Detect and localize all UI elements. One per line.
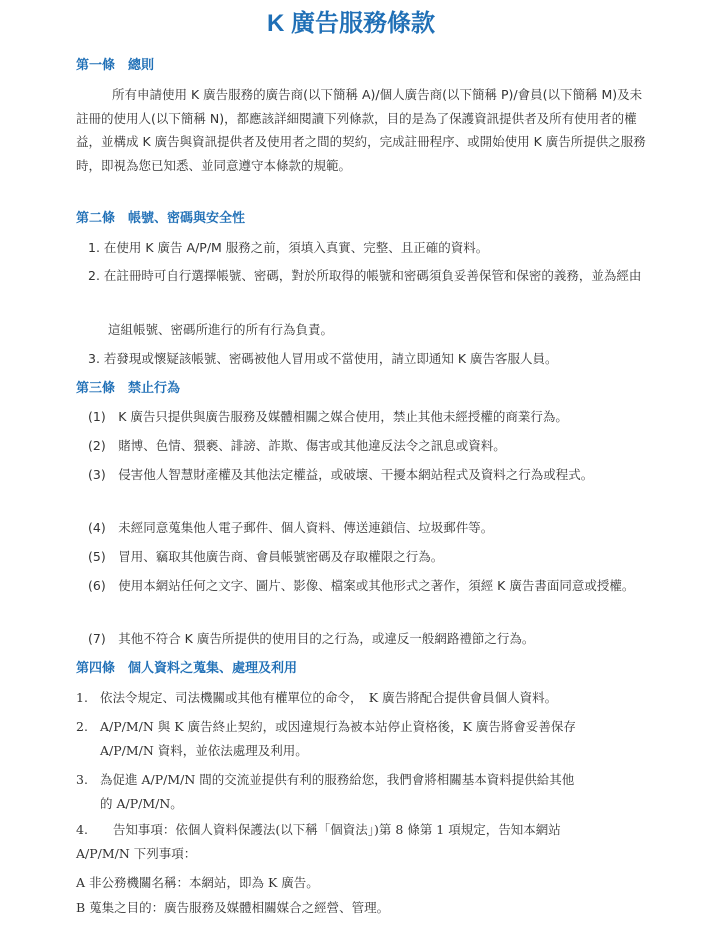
section-4-item-b: B 蒐集之目的：廣告服務及媒體相關媒合之經營、管理。 xyxy=(76,900,390,915)
section-2-item-1: 1. 在使用 K 廣告 A/P/M 服務之前，須填入真實、完整、且正確的資料。 xyxy=(88,240,489,255)
page-title: K 廣告服務條款 xyxy=(267,10,435,37)
section-4-number-1: 1. xyxy=(76,690,88,705)
section-4-item-a: A 非公務機關名稱：本網站，即為 K 廣告。 xyxy=(76,875,319,890)
section-4-item-3-line-1: 為促進 A/P/M/N 間的交流並提供有利的服務給您，我們會將相關基本資料提供給其他 xyxy=(100,772,575,787)
section-3-item-3: (3) 侵害他人智慧財產權及其他法定權益，或破壞、干擾本網站程式及資料之行為或程式。 xyxy=(88,467,594,482)
section-2-item-2: 2. 在註冊時可自行選擇帳號、密碼，對於所取得的帳號和密碼須負妥善保管和保密的義務，並為經由 xyxy=(88,268,642,283)
section-4-item-2-line-1: A/P/M/N 與 K 廣告終止契約，或因違規行為被本站停止資格後，K 廣告將會妥善保存 xyxy=(100,719,576,734)
section-4-heading: 第四條 個人資料之蒐集、處理及利用 xyxy=(76,661,298,676)
section-4-item-2-line-2: A/P/M/N 資料，並依法處理及利用。 xyxy=(100,743,308,758)
section-4-number-3: 3. xyxy=(76,772,88,787)
section-4-item-1: 依法令規定、司法機關或其他有權單位的命令， K 廣告將配合提供會員個人資料。 xyxy=(100,690,558,705)
section-4-item-3-line-2: 的 A/P/M/N。 xyxy=(100,796,183,811)
section-2-item-2-continued: 這組帳號、密碼所進行的所有行為負責。 xyxy=(108,322,334,337)
section-4-item-4-line-1: 4. 告知事項：依個人資料保護法(以下稱「個資法」)第 8 條第 1 項規定，告知本網站 xyxy=(76,822,561,837)
section-1-body: 所有申請使用 K 廣告服務的廣告商(以下簡稱 A)/個人廣告商(以下簡稱 P)/會員(以下簡稱 M)及未註冊的使用人(以下簡稱 N)，都應該詳細閱讀下列條款，目的是為了保護資訊提供者及所有使用者的權益，並構成 K 廣告與資訊提供者及使用者之間的契約，完成註冊程序、或開始使用 K 廣告所提供之服務時，即視為您已知悉、並同意遵守本條款的規範。 xyxy=(76,87,646,174)
section-2-heading: 第二條 帳號、密碼與安全性 xyxy=(76,211,246,226)
section-4-number-2: 2. xyxy=(76,719,88,734)
section-3-item-5: (5) 冒用、竊取其他廣告商、會員帳號密碼及存取權限之行為。 xyxy=(88,549,444,564)
section-3-item-1: (1) K 廣告只提供與廣告服務及媒體相關之媒合使用，禁止其他未經授權的商業行為。 xyxy=(88,409,568,424)
section-1-heading: 第一條 總則 xyxy=(76,58,155,73)
section-3-item-4: (4) 未經同意蒐集他人電子郵件、個人資料、傳送連鎖信、垃圾郵件等。 xyxy=(88,520,494,535)
section-3-item-7: (7) 其他不符合 K 廣告所提供的使用目的之行為，或違反一般網路禮節之行為。 xyxy=(88,631,535,646)
section-4-item-4-line-2: A/P/M/N 下列事項： xyxy=(76,846,197,861)
section-3-heading: 第三條 禁止行為 xyxy=(76,381,181,396)
section-3-item-6: (6) 使用本網站任何之文字、圖片、影像、檔案或其他形式之著作，須經 K 廣告書面同意或授權。 xyxy=(88,578,635,593)
section-2-item-3: 3. 若發現或懷疑該帳號、密碼被他人冒用或不當使用，請立即通知 K 廣告客服人員。 xyxy=(88,351,558,366)
section-3-item-2: (2) 賭博、色情、猥褻、誹謗、詐欺、傷害或其他違反法令之訊息或資料。 xyxy=(88,438,506,453)
